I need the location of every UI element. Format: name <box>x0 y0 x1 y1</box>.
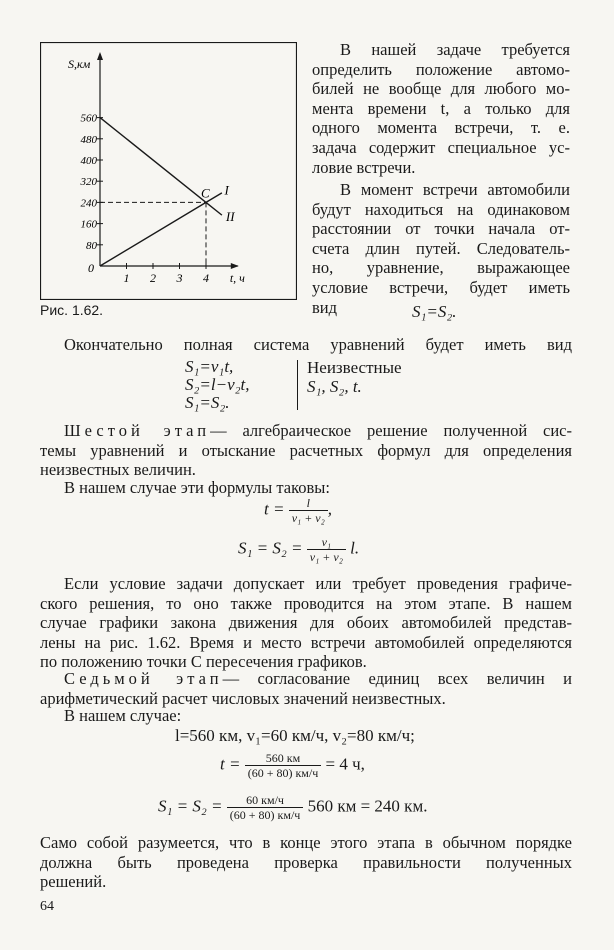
formula-s-tail: l. <box>350 538 360 558</box>
sixth-stage-line: темы уравнений и отыскание расчетных формул для определения <box>40 440 572 460</box>
unknowns-title: Неизвестные <box>307 358 402 377</box>
fraction-denominator: v₁ + v₂ <box>309 550 343 564</box>
equation-system <box>185 358 250 412</box>
meeting-condition-equation: S₁=S₂. <box>412 302 457 321</box>
y-tick-label: 400 <box>80 155 97 167</box>
sixth-stage-line: — алгебраическое решение полученной сис- <box>210 421 572 440</box>
formula-s-lhs: S₁ = S₂ = <box>238 538 303 558</box>
y-tick-label: 560 <box>80 112 97 125</box>
y-tick-label: 480 <box>80 133 97 146</box>
line-2-label: II <box>225 208 235 224</box>
closing-line: Само собой разумеется, что в конце этого этапа в обычном порядке <box>40 833 572 852</box>
side-paragraph-1 <box>312 40 570 177</box>
point-c-label: C <box>201 185 210 201</box>
side-line: задача содержит специальное ус- <box>312 137 570 157</box>
calc-t-rhs: = 4 ч, <box>325 754 365 774</box>
formula-t <box>264 496 332 525</box>
final-system-text <box>64 335 572 355</box>
fraction-numerator: l <box>289 496 328 511</box>
side-line: мента времени t, а только для <box>312 98 570 118</box>
x-tick-label: 4 <box>203 271 209 285</box>
y-tick-label: 160 <box>80 218 97 231</box>
side-line: расстоянии от точки начала от- <box>312 219 570 239</box>
system-eq-2: S₂=l−v₂t, <box>185 375 250 394</box>
y-axis-label: S,км <box>68 57 91 71</box>
side-line: вид <box>312 297 338 317</box>
x-tick-label: 2 <box>150 271 156 285</box>
final-system-line: Окончательно полная система уравнений будет иметь вид <box>64 335 572 354</box>
y-tick-label: 240 <box>80 197 97 210</box>
graphic-line: лены на рис. 1.62. Время и место встречи автомобилей определяются <box>40 632 572 652</box>
side-line: билей не вообще для любого мо- <box>312 79 570 99</box>
x-tick-label: 3 <box>176 271 183 285</box>
closing-line: должна быть проведена проверка правильности полученных <box>40 852 572 872</box>
given-values: l=560 км, v₁=60 км/ч, v₂=80 км/ч; <box>175 726 415 745</box>
side-line: одного момента встречи, т. е. <box>312 118 570 138</box>
side-line: условие встречи, будет иметь <box>312 277 570 297</box>
sixth-stage-title: Шестой этап <box>64 421 211 440</box>
calc-t <box>220 751 365 780</box>
calc-s-rhs: 560 км = 240 км. <box>307 796 428 816</box>
fraction-denominator: (60 + 80) км/ч <box>229 808 301 822</box>
formula-t-tail: , <box>327 499 333 519</box>
formula-t-lhs: t = <box>264 499 285 519</box>
figure-graph <box>40 42 297 300</box>
graphic-solution-paragraph <box>40 574 572 672</box>
side-paragraph-2 <box>312 180 570 317</box>
side-line: но, уравнение, выражающее <box>312 258 570 278</box>
fraction-numerator: 560 км <box>245 751 322 766</box>
system-divider <box>297 360 298 410</box>
side-line: В нашей задаче требуется <box>340 40 570 59</box>
graphic-line: случае графики закона движения для обоих автомобилей представ- <box>40 613 572 633</box>
seventh-stage-paragraph <box>40 669 572 708</box>
fraction-denominator: v₁ + v₂ <box>291 511 325 525</box>
fraction-denominator: (60 + 80) км/ч <box>247 766 319 780</box>
system-eq-3: S₁=S₂. <box>185 393 230 412</box>
origin-label: 0 <box>88 261 94 275</box>
sixth-stage-paragraph <box>40 421 572 480</box>
unknowns-block <box>307 358 402 396</box>
fraction-numerator: 60 км/ч <box>227 793 304 808</box>
y-tick-label: 80 <box>86 239 97 252</box>
y-tick-label: 320 <box>80 176 97 189</box>
system-eq-1: S₁=v₁t, <box>185 357 234 376</box>
figure-caption: Рис. 1.62. <box>40 302 104 318</box>
graphic-line: ского решения, то оно также проводится на этом этапе. В нашем <box>40 593 572 613</box>
graphic-line: по положению точки C пересечения графиков. <box>40 652 367 672</box>
seventh-stage-line: арифметический расчет числовых значений неизвестных. <box>40 688 446 708</box>
x-axis-label: t, ч <box>229 271 245 285</box>
sixth-stage-line: неизвестных величин. <box>40 460 196 480</box>
case-intro: В нашем случае: <box>64 706 182 725</box>
x-axis-arrow-icon <box>231 263 239 269</box>
side-line: В момент встречи автомобили <box>340 180 570 199</box>
closing-paragraph <box>40 833 572 892</box>
closing-line: решений. <box>40 872 107 892</box>
series-line-II <box>100 118 222 216</box>
calc-t-lhs: t = <box>220 754 241 774</box>
line-1-label: I <box>224 182 229 198</box>
formulas-intro: В нашем случае эти формулы таковы: <box>64 478 330 497</box>
formula-s <box>238 535 359 564</box>
seventh-stage-title: Седьмой этап <box>64 669 223 688</box>
page-number: 64 <box>40 899 54 914</box>
calc-t-fraction <box>245 751 322 780</box>
x-tick-label: 1 <box>123 271 130 285</box>
fraction-numerator: v₁ <box>307 535 346 550</box>
formula-t-fraction <box>289 496 328 525</box>
side-line: определить положение автомо- <box>312 59 570 79</box>
graphic-line: Если условие задачи допускает или требует проведения графиче- <box>64 574 572 593</box>
side-line: счета длин путей. Следователь- <box>312 238 570 258</box>
formula-s-fraction <box>307 535 346 564</box>
figure-frame <box>41 43 297 300</box>
seventh-stage-line: — согласование единиц всех величин и <box>222 669 572 688</box>
side-line: будут находиться на одинаковом <box>312 199 570 219</box>
calc-s-lhs: S₁ = S₂ = <box>158 796 223 816</box>
series-line-I <box>100 193 222 266</box>
calc-s-fraction <box>227 793 304 822</box>
unknowns-list: S₁, S₂, t. <box>307 377 362 396</box>
calc-s <box>158 793 427 822</box>
side-line: ловие встречи. <box>312 157 416 177</box>
y-axis-arrow-icon <box>97 52 103 60</box>
